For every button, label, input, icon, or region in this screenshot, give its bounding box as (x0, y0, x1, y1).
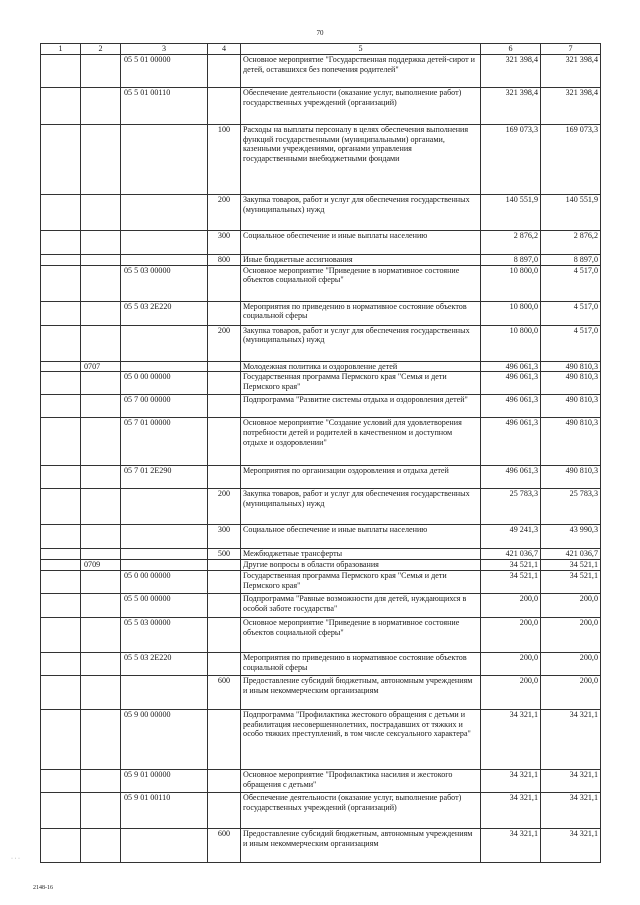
cell-col-1 (41, 489, 81, 525)
cell-expense-type (208, 652, 241, 675)
table-row (41, 560, 601, 571)
cell-col-1 (41, 570, 81, 593)
cell-section-code (81, 325, 121, 361)
cell-target-article (121, 125, 208, 195)
cell-name: Предоставление субсидий бюджетным, автономным учреждениям и иным некоммерческим организациям (241, 675, 481, 709)
cell-target-article: 05 7 00 00000 (121, 395, 208, 418)
cell-name: Обеспечение деятельности (оказание услуг, выполнение работ) государственных учреждений (организаций) (241, 792, 481, 828)
cell-section-code (81, 195, 121, 231)
cell-expense-type (208, 560, 241, 571)
cell-section-code (81, 88, 121, 125)
footer-document-code: 2148-16 (33, 885, 53, 891)
cell-amount-1: 34 521,1 (481, 570, 541, 593)
cell-amount-1: 321 398,4 (481, 55, 541, 88)
cell-target-article: 05 7 01 2Е290 (121, 466, 208, 489)
cell-amount-1: 200,0 (481, 675, 541, 709)
cell-col-1 (41, 652, 81, 675)
cell-target-article (121, 560, 208, 571)
cell-amount-2: 490 810,3 (541, 395, 601, 418)
cell-expense-type: 200 (208, 489, 241, 525)
cell-amount-1: 496 061,3 (481, 372, 541, 395)
table-row (41, 525, 601, 549)
table-row (41, 325, 601, 361)
cell-amount-2: 34 521,1 (541, 570, 601, 593)
cell-section-code (81, 55, 121, 88)
cell-name: Социальное обеспечение и иные выплаты населению (241, 525, 481, 549)
header-col-7: 7 (541, 44, 601, 55)
cell-amount-2: 8 897,0 (541, 255, 601, 266)
cell-col-1 (41, 593, 81, 617)
cell-amount-2: 4 517,0 (541, 301, 601, 325)
table-row (41, 709, 601, 769)
cell-section-code (81, 617, 121, 652)
cell-target-article: 05 5 03 2Е220 (121, 301, 208, 325)
cell-name: Расходы на выплаты персоналу в целях обеспечения выполнения функций государственными (муниципальными) органами, казенными учреждениями, органами управления государственными внебюджетными фондами (241, 125, 481, 195)
cell-target-article: 05 5 03 00000 (121, 617, 208, 652)
table-row (41, 301, 601, 325)
cell-col-1 (41, 325, 81, 361)
cell-name: Закупка товаров, работ и услуг для обеспечения государственных (муниципальных) нужд (241, 195, 481, 231)
cell-amount-1: 34 321,1 (481, 769, 541, 792)
cell-name: Подпрограмма "Развитие системы отдыха и оздоровления детей" (241, 395, 481, 418)
table-row (41, 361, 601, 372)
table-row (41, 792, 601, 828)
header-col-5: 5 (241, 44, 481, 55)
cell-amount-2: 4 517,0 (541, 265, 601, 301)
table-row (41, 255, 601, 266)
cell-section-code (81, 709, 121, 769)
cell-target-article: 05 5 03 00000 (121, 265, 208, 301)
header-row (41, 44, 601, 55)
cell-amount-1: 200,0 (481, 652, 541, 675)
cell-amount-2: 34 521,1 (541, 560, 601, 571)
cell-target-article (121, 828, 208, 862)
cell-expense-type (208, 265, 241, 301)
cell-col-1 (41, 560, 81, 571)
cell-name: Основное мероприятие "Профилактика насилия и жестокого обращения с детьми" (241, 769, 481, 792)
cell-amount-2: 4 517,0 (541, 325, 601, 361)
table-body (41, 55, 601, 863)
cell-col-1 (41, 828, 81, 862)
cell-amount-1: 200,0 (481, 593, 541, 617)
cell-target-article (121, 325, 208, 361)
cell-amount-2: 34 321,1 (541, 709, 601, 769)
cell-section-code: 0709 (81, 560, 121, 571)
cell-col-1 (41, 55, 81, 88)
cell-amount-2: 34 321,1 (541, 769, 601, 792)
cell-target-article: 05 5 00 00000 (121, 593, 208, 617)
cell-name: Подпрограмма "Профилактика жестокого обращения с детьми и реабилитация несовершеннолетних, пострадавших от тяжких и особо тяжких преступлений, в том числе сексуального характера" (241, 709, 481, 769)
header-col-2: 2 (81, 44, 121, 55)
table-row (41, 652, 601, 675)
cell-amount-1: 496 061,3 (481, 361, 541, 372)
cell-name: Государственная программа Пермского края "Семья и дети Пермского края" (241, 570, 481, 593)
cell-amount-1: 8 897,0 (481, 255, 541, 266)
cell-target-article: 05 5 01 00110 (121, 88, 208, 125)
cell-expense-type (208, 792, 241, 828)
cell-expense-type: 600 (208, 828, 241, 862)
cell-amount-1: 34 521,1 (481, 560, 541, 571)
header-col-1: 1 (41, 44, 81, 55)
cell-expense-type: 300 (208, 231, 241, 255)
cell-amount-1: 140 551,9 (481, 195, 541, 231)
cell-target-article (121, 489, 208, 525)
header-col-6: 6 (481, 44, 541, 55)
cell-section-code (81, 489, 121, 525)
table-row (41, 466, 601, 489)
table-row (41, 617, 601, 652)
cell-expense-type (208, 418, 241, 466)
cell-amount-2: 490 810,3 (541, 372, 601, 395)
cell-amount-1: 421 036,7 (481, 549, 541, 560)
cell-target-article (121, 231, 208, 255)
table-row (41, 769, 601, 792)
cell-section-code (81, 125, 121, 195)
cell-name: Основное мероприятие "Государственная поддержка детей-сирот и детей, оставшихся без попечения родителей" (241, 55, 481, 88)
cell-amount-2: 200,0 (541, 617, 601, 652)
cell-amount-2: 200,0 (541, 593, 601, 617)
cell-expense-type (208, 301, 241, 325)
table-row (41, 828, 601, 862)
cell-name: Социальное обеспечение и иные выплаты населению (241, 231, 481, 255)
cell-expense-type (208, 593, 241, 617)
table-row (41, 195, 601, 231)
cell-section-code (81, 828, 121, 862)
cell-col-1 (41, 372, 81, 395)
page-number: 70 (316, 29, 324, 37)
cell-section-code (81, 301, 121, 325)
cell-amount-1: 34 321,1 (481, 709, 541, 769)
cell-expense-type (208, 570, 241, 593)
cell-amount-2: 200,0 (541, 675, 601, 709)
cell-col-1 (41, 769, 81, 792)
cell-col-1 (41, 395, 81, 418)
cell-section-code: 0707 (81, 361, 121, 372)
header-col-4: 4 (208, 44, 241, 55)
cell-amount-2: 25 783,3 (541, 489, 601, 525)
cell-col-1 (41, 525, 81, 549)
table-row (41, 593, 601, 617)
cell-col-1 (41, 617, 81, 652)
cell-col-1 (41, 361, 81, 372)
cell-name: Государственная программа Пермского края "Семья и дети Пермского края" (241, 372, 481, 395)
header-col-3: 3 (121, 44, 208, 55)
cell-name: Межбюджетные трансферты (241, 549, 481, 560)
cell-section-code (81, 549, 121, 560)
table-row (41, 125, 601, 195)
cell-expense-type (208, 709, 241, 769)
table-row (41, 265, 601, 301)
cell-name: Иные бюджетные ассигнования (241, 255, 481, 266)
cell-amount-2: 34 321,1 (541, 828, 601, 862)
cell-amount-2: 421 036,7 (541, 549, 601, 560)
cell-section-code (81, 372, 121, 395)
cell-amount-2: 43 990,3 (541, 525, 601, 549)
cell-name: Подпрограмма "Равные возможности для детей, нуждающихся в особой заботе государства" (241, 593, 481, 617)
cell-amount-1: 34 321,1 (481, 792, 541, 828)
table-row (41, 418, 601, 466)
cell-target-article: 05 0 00 00000 (121, 570, 208, 593)
cell-expense-type: 100 (208, 125, 241, 195)
cell-target-article: 05 7 01 00000 (121, 418, 208, 466)
cell-section-code (81, 593, 121, 617)
cell-amount-1: 10 800,0 (481, 301, 541, 325)
cell-amount-2: 321 398,4 (541, 55, 601, 88)
cell-amount-1: 10 800,0 (481, 265, 541, 301)
cell-name: Основное мероприятие "Приведение в нормативное состояние объектов социальной сферы" (241, 265, 481, 301)
cell-col-1 (41, 466, 81, 489)
cell-amount-2: 2 876,2 (541, 231, 601, 255)
cell-name: Мероприятия по приведению в нормативное состояние объектов социальной сферы (241, 652, 481, 675)
budget-table (40, 43, 601, 863)
cell-target-article: 05 5 03 2Е220 (121, 652, 208, 675)
cell-expense-type (208, 361, 241, 372)
cell-section-code (81, 418, 121, 466)
cell-amount-1: 49 241,3 (481, 525, 541, 549)
cell-amount-1: 496 061,3 (481, 466, 541, 489)
table-row (41, 570, 601, 593)
cell-section-code (81, 769, 121, 792)
cell-amount-1: 496 061,3 (481, 395, 541, 418)
cell-target-article: 05 9 01 00110 (121, 792, 208, 828)
cell-amount-2: 169 073,3 (541, 125, 601, 195)
cell-section-code (81, 792, 121, 828)
cell-expense-type (208, 55, 241, 88)
margin-mark: · · · (11, 856, 20, 862)
cell-col-1 (41, 792, 81, 828)
cell-name: Мероприятия по организации оздоровления и отдыха детей (241, 466, 481, 489)
cell-expense-type (208, 372, 241, 395)
table-row (41, 372, 601, 395)
table-row (41, 88, 601, 125)
cell-name: Основное мероприятие "Приведение в нормативное состояние объектов социальной сферы" (241, 617, 481, 652)
cell-col-1 (41, 125, 81, 195)
cell-section-code (81, 255, 121, 266)
cell-expense-type (208, 769, 241, 792)
cell-target-article: 05 9 00 00000 (121, 709, 208, 769)
cell-target-article (121, 525, 208, 549)
cell-amount-2: 34 321,1 (541, 792, 601, 828)
cell-col-1 (41, 709, 81, 769)
cell-target-article: 05 9 01 00000 (121, 769, 208, 792)
cell-col-1 (41, 195, 81, 231)
cell-amount-2: 140 551,9 (541, 195, 601, 231)
cell-name: Закупка товаров, работ и услуг для обеспечения государственных (муниципальных) нужд (241, 489, 481, 525)
cell-col-1 (41, 255, 81, 266)
cell-expense-type: 200 (208, 195, 241, 231)
cell-target-article (121, 549, 208, 560)
cell-name: Обеспечение деятельности (оказание услуг, выполнение работ) государственных учреждений (организаций) (241, 88, 481, 125)
cell-section-code (81, 395, 121, 418)
cell-expense-type: 200 (208, 325, 241, 361)
cell-expense-type: 500 (208, 549, 241, 560)
cell-amount-2: 490 810,3 (541, 418, 601, 466)
cell-col-1 (41, 265, 81, 301)
table-row (41, 675, 601, 709)
cell-name: Молодежная политика и оздоровление детей (241, 361, 481, 372)
cell-amount-2: 321 398,4 (541, 88, 601, 125)
cell-name: Мероприятия по приведению в нормативное состояние объектов социальной сферы (241, 301, 481, 325)
cell-target-article (121, 255, 208, 266)
cell-section-code (81, 231, 121, 255)
cell-expense-type (208, 466, 241, 489)
cell-name: Закупка товаров, работ и услуг для обеспечения государственных (муниципальных) нужд (241, 325, 481, 361)
cell-amount-2: 200,0 (541, 652, 601, 675)
cell-amount-2: 490 810,3 (541, 361, 601, 372)
cell-name: Основное мероприятие "Создание условий для удовлетворения потребности детей и родителей в качественном и доступном отдыхе и оздоровлении" (241, 418, 481, 466)
cell-expense-type (208, 395, 241, 418)
cell-amount-1: 496 061,3 (481, 418, 541, 466)
cell-col-1 (41, 231, 81, 255)
cell-target-article: 05 5 01 00000 (121, 55, 208, 88)
cell-col-1 (41, 675, 81, 709)
cell-expense-type: 600 (208, 675, 241, 709)
cell-expense-type (208, 88, 241, 125)
cell-col-1 (41, 301, 81, 325)
cell-target-article (121, 361, 208, 372)
cell-section-code (81, 570, 121, 593)
table-row (41, 395, 601, 418)
cell-col-1 (41, 549, 81, 560)
cell-target-article: 05 0 00 00000 (121, 372, 208, 395)
cell-amount-1: 34 321,1 (481, 828, 541, 862)
cell-col-1 (41, 418, 81, 466)
cell-target-article (121, 675, 208, 709)
cell-name: Другие вопросы в области образования (241, 560, 481, 571)
cell-expense-type (208, 617, 241, 652)
cell-section-code (81, 265, 121, 301)
cell-name: Предоставление субсидий бюджетным, автономным учреждениям и иным некоммерческим организациям (241, 828, 481, 862)
cell-amount-1: 25 783,3 (481, 489, 541, 525)
cell-amount-2: 490 810,3 (541, 466, 601, 489)
cell-amount-1: 2 876,2 (481, 231, 541, 255)
cell-amount-1: 169 073,3 (481, 125, 541, 195)
cell-amount-1: 321 398,4 (481, 88, 541, 125)
table-row (41, 489, 601, 525)
cell-section-code (81, 466, 121, 489)
cell-expense-type: 800 (208, 255, 241, 266)
table-header (41, 44, 601, 55)
cell-target-article (121, 195, 208, 231)
cell-section-code (81, 525, 121, 549)
table-row (41, 231, 601, 255)
cell-section-code (81, 675, 121, 709)
table-row (41, 55, 601, 88)
cell-col-1 (41, 88, 81, 125)
cell-section-code (81, 652, 121, 675)
cell-amount-1: 10 800,0 (481, 325, 541, 361)
cell-expense-type: 300 (208, 525, 241, 549)
cell-amount-1: 200,0 (481, 617, 541, 652)
table-row (41, 549, 601, 560)
